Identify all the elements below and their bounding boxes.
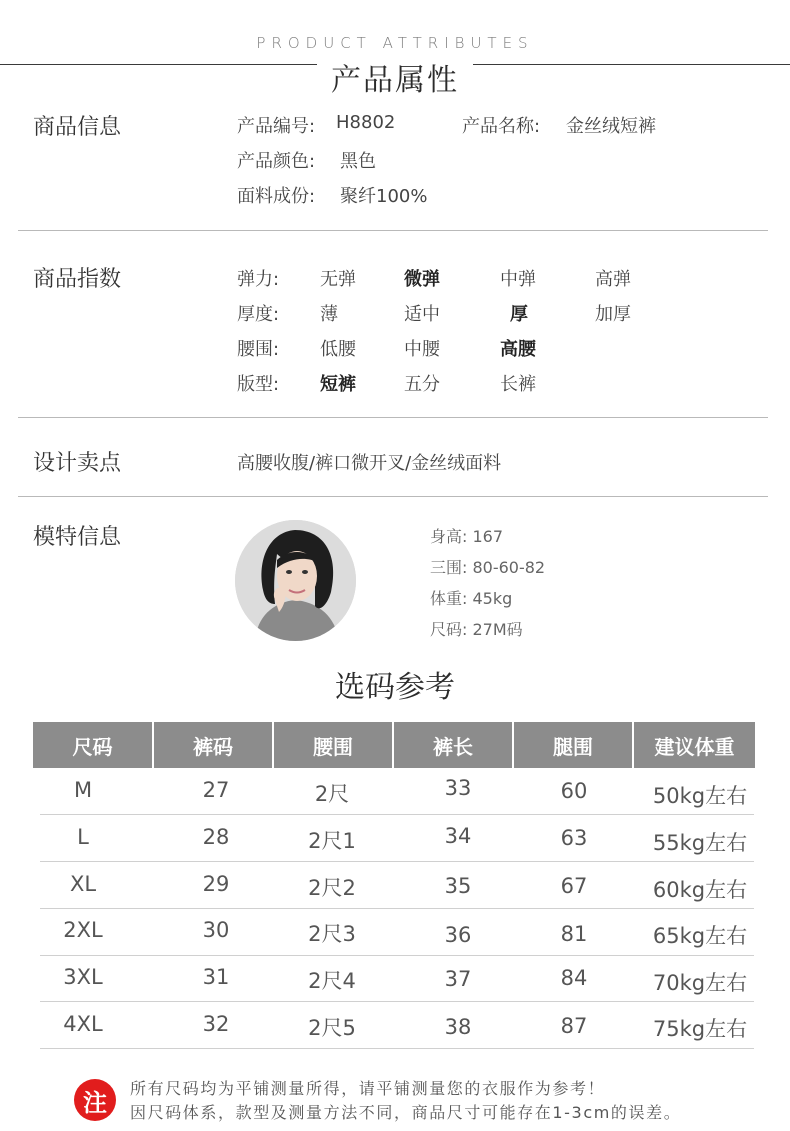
section-label-model: 模特信息 <box>33 525 122 550</box>
table-cell: 60 <box>560 779 588 803</box>
size-chart-title: 选码参考 <box>335 670 455 705</box>
index-option-selected: 微弹 <box>404 269 440 290</box>
table-cell: 63 <box>560 826 588 850</box>
table-cell: 81 <box>560 922 588 946</box>
table-row-divider <box>40 814 754 815</box>
table-cell: 2尺4 <box>308 969 356 993</box>
index-option: 加厚 <box>595 304 631 325</box>
index-option: 无弹 <box>320 269 356 290</box>
table-header-cell: 腿围 <box>514 722 632 768</box>
model-height: 身高: 167 <box>430 527 504 546</box>
design-selling-points: 高腰收腹/裤口微开叉/金丝绒面料 <box>237 453 502 474</box>
table-cell: 2尺 <box>314 782 350 806</box>
model-measurements: 三围: 80-60-82 <box>430 558 546 577</box>
table-cell-size: 3XL <box>63 965 103 989</box>
model-weight: 体重: 45kg <box>430 589 513 608</box>
product-name-label: 产品名称: <box>462 116 541 137</box>
note-line-1: 所有尺码均为平铺测量所得，请平铺测量您的衣服作为参考！ <box>130 1079 606 1098</box>
table-cell-weight: 65kg左右 <box>652 924 748 948</box>
table-cell: 29 <box>202 872 230 896</box>
table-cell: 2尺3 <box>308 922 356 946</box>
table-cell-size: M <box>73 778 93 802</box>
english-title: PRODUCT ATTRIBUTES <box>256 34 534 52</box>
index-label-waist: 腰围: <box>237 339 280 360</box>
table-cell: 37 <box>444 967 472 991</box>
table-cell: 2尺5 <box>308 1016 356 1040</box>
page-title-text: 产品属性 <box>317 63 473 98</box>
table-row-divider <box>40 955 754 956</box>
table-cell-size: 2XL <box>63 918 103 942</box>
product-color-label: 产品颜色: <box>237 151 316 172</box>
table-cell-size: XL <box>69 872 97 896</box>
table-cell-weight: 70kg左右 <box>652 971 748 995</box>
index-option: 低腰 <box>320 339 356 360</box>
table-cell: 31 <box>202 965 230 989</box>
section-divider <box>18 417 768 418</box>
index-option-selected: 高腰 <box>500 339 536 360</box>
table-cell: 33 <box>444 776 472 800</box>
table-row-divider <box>40 908 754 909</box>
model-portrait-image <box>235 520 356 641</box>
table-row-divider <box>40 861 754 862</box>
table-cell: 2尺2 <box>308 876 356 900</box>
index-option: 高弹 <box>595 269 631 290</box>
index-option: 适中 <box>404 304 440 325</box>
index-label-elasticity: 弹力: <box>237 269 280 290</box>
model-avatar <box>235 520 356 641</box>
product-code-label: 产品编号: <box>237 116 316 137</box>
table-row-divider <box>40 1001 754 1002</box>
section-label-design: 设计卖点 <box>33 451 122 476</box>
table-cell-weight: 55kg左右 <box>652 831 748 855</box>
model-size: 尺码: 27M码 <box>430 620 523 639</box>
table-cell: 32 <box>202 1012 230 1036</box>
table-cell: 2尺1 <box>308 829 356 853</box>
table-row-divider <box>40 1048 754 1049</box>
index-option: 薄 <box>320 304 338 325</box>
index-label-thickness: 厚度: <box>237 304 280 325</box>
section-divider <box>18 230 768 231</box>
table-cell: 67 <box>560 874 588 898</box>
table-cell-weight: 60kg左右 <box>652 878 748 902</box>
table-header-cell: 裤码 <box>154 722 272 768</box>
index-option: 长裤 <box>500 374 536 395</box>
index-option: 中弹 <box>500 269 536 290</box>
table-cell: 28 <box>202 825 230 849</box>
index-option: 五分 <box>404 374 440 395</box>
table-cell: 36 <box>444 923 472 947</box>
index-option-selected: 短裤 <box>320 374 356 395</box>
table-cell-weight: 50kg左右 <box>652 784 748 808</box>
table-cell: 27 <box>202 778 230 802</box>
section-label-indices: 商品指数 <box>33 267 122 292</box>
table-cell: 35 <box>444 874 472 898</box>
product-fabric-label: 面料成份: <box>237 186 316 207</box>
table-header-cell: 建议体重 <box>634 722 755 768</box>
product-code-value: H8802 <box>336 112 396 133</box>
table-cell-size: 4XL <box>63 1012 103 1036</box>
section-label-product-info: 商品信息 <box>33 115 122 140</box>
table-header-cell: 裤长 <box>394 722 512 768</box>
table-cell: 30 <box>202 918 230 942</box>
table-cell-size: L <box>77 825 89 849</box>
table-cell: 38 <box>444 1015 472 1039</box>
table-cell: 84 <box>560 966 588 990</box>
section-divider <box>18 496 768 497</box>
table-cell: 87 <box>560 1014 588 1038</box>
product-name-value: 金丝绒短裤 <box>566 116 656 137</box>
table-header-cell: 尺码 <box>33 722 152 768</box>
table-cell-weight: 75kg左右 <box>652 1017 748 1041</box>
table-cell: 34 <box>444 824 472 848</box>
index-label-fit: 版型: <box>237 374 280 395</box>
index-option: 中腰 <box>404 339 440 360</box>
product-fabric-value: 聚纤100% <box>340 186 428 207</box>
note-line-2: 因尺码体系，款型及测量方法不同，商品尺寸可能存在1-3cm的误差。 <box>130 1103 682 1122</box>
note-badge-icon: 注 <box>74 1079 116 1121</box>
page-title <box>0 55 790 99</box>
index-option-selected: 厚 <box>510 304 528 325</box>
table-header-cell: 腰围 <box>274 722 392 768</box>
product-color-value: 黑色 <box>340 151 376 172</box>
